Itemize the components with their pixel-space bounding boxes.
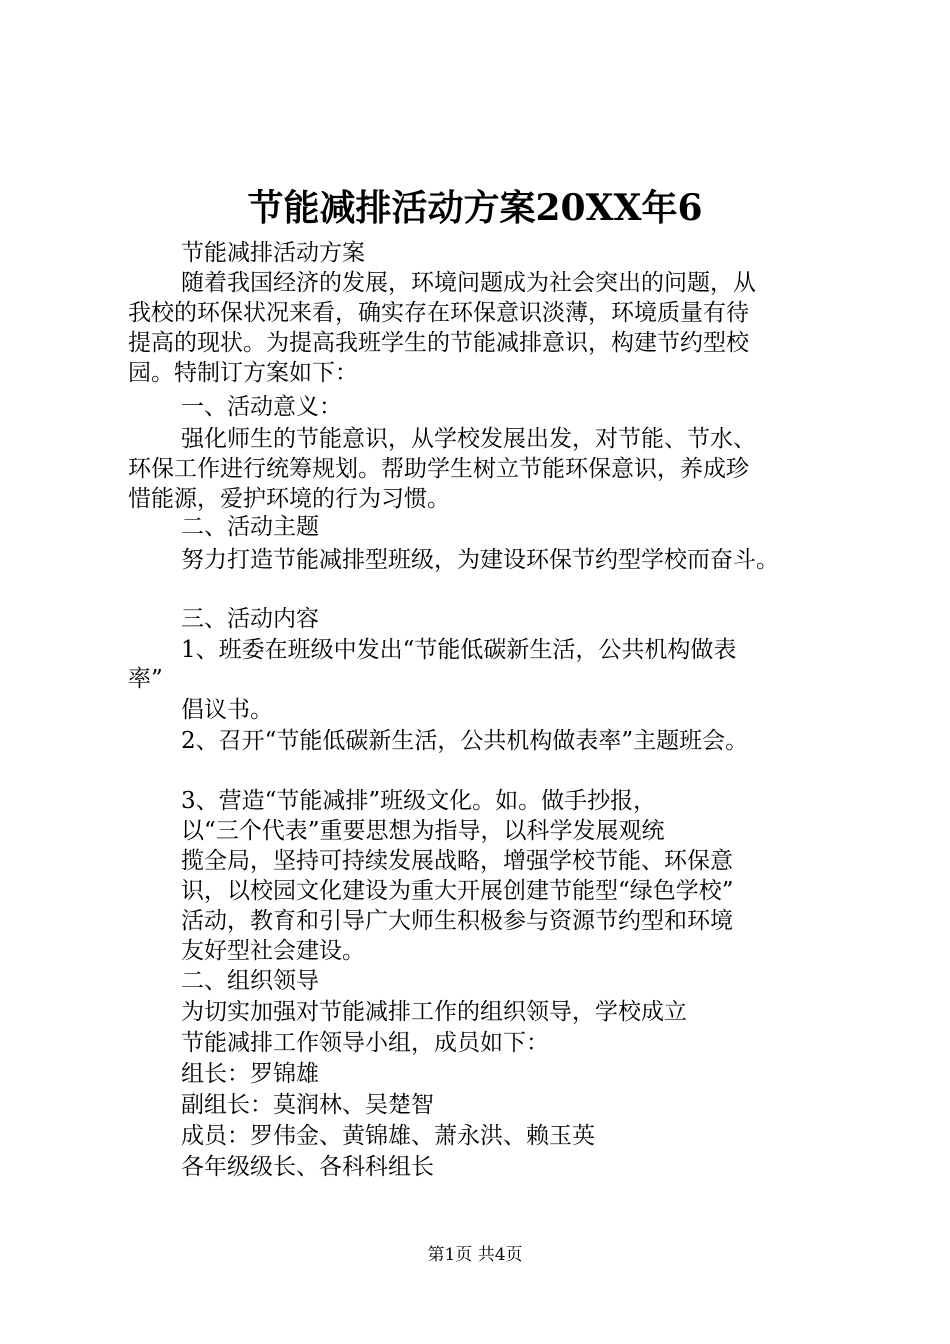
paragraph-line: 环保工作进行统筹规划。帮助学生树立节能环保意识，养成珍 xyxy=(128,456,749,482)
section-heading: 一、活动意义： xyxy=(181,394,342,420)
document-subtitle: 节能减排活动方案 xyxy=(181,240,365,266)
paragraph-line: 我校的环保状况来看，确实存在环保意识淡薄，环境质量有待 xyxy=(128,300,749,326)
document-title: 节能减排活动方案20XX年6 xyxy=(247,187,703,229)
paragraph-line: 随着我国经济的发展，环境问题成为社会突出的问题，从 xyxy=(181,270,756,296)
paragraph-line: 以“三个代表”重要思想为指导，以科学发展观统 xyxy=(181,818,665,844)
paragraph-line: 组长：罗锦雄 xyxy=(181,1061,319,1087)
paragraph-line: 揽全局，坚持可持续发展战略，增强学校节能、环保意 xyxy=(181,848,733,874)
section-heading: 二、活动主题 xyxy=(181,514,319,540)
paragraph-line: 3、营造“节能减排”班级文化。如。做手抄报， xyxy=(181,788,657,814)
paragraph-line: 副组长：莫润林、吴楚智 xyxy=(181,1092,434,1118)
paragraph-line: 努力打造节能减排型班级，为建设环保节约型学校而奋斗。 xyxy=(181,547,779,573)
section-heading: 三、活动内容 xyxy=(181,606,319,632)
paragraph-line: 节能减排工作领导小组，成员如下： xyxy=(181,1030,549,1056)
paragraph-line: 活动，教育和引导广大师生积极参与资源节约型和环境 xyxy=(181,908,733,934)
paragraph-line: 率” xyxy=(128,666,163,692)
paragraph-line: 倡议书。 xyxy=(181,697,273,723)
paragraph-line: 提高的现状。为提高我班学生的节能减排意识，构建节约型校 xyxy=(128,330,749,356)
paragraph-line: 2、召开“节能低碳新生活，公共机构做表率”主题班会。 xyxy=(181,728,749,754)
page-number-footer: 第1页 共4页 xyxy=(427,1245,523,1265)
paragraph-line: 为切实加强对节能减排工作的组织领导，学校成立 xyxy=(181,999,687,1025)
paragraph-line: 成员：罗伟金、黄锦雄、萧永洪、赖玉英 xyxy=(181,1123,595,1149)
paragraph-line: 各年级级长、各科科组长 xyxy=(181,1154,434,1180)
paragraph-line: 识，以校园文化建设为重大开展创建节能型“绿色学校” xyxy=(181,878,734,904)
paragraph-line: 强化师生的节能意识，从学校发展出发，对节能、节水、 xyxy=(181,426,756,452)
paragraph-line: 1、班委在班级中发出“节能低碳新生活，公共机构做表 xyxy=(181,637,737,663)
paragraph-line: 友好型社会建设。 xyxy=(181,938,365,964)
section-heading: 二、组织领导 xyxy=(181,968,319,994)
paragraph-line: 惜能源，爱护环境的行为习惯。 xyxy=(128,486,450,512)
paragraph-line: 园。特制订方案如下： xyxy=(128,360,358,386)
